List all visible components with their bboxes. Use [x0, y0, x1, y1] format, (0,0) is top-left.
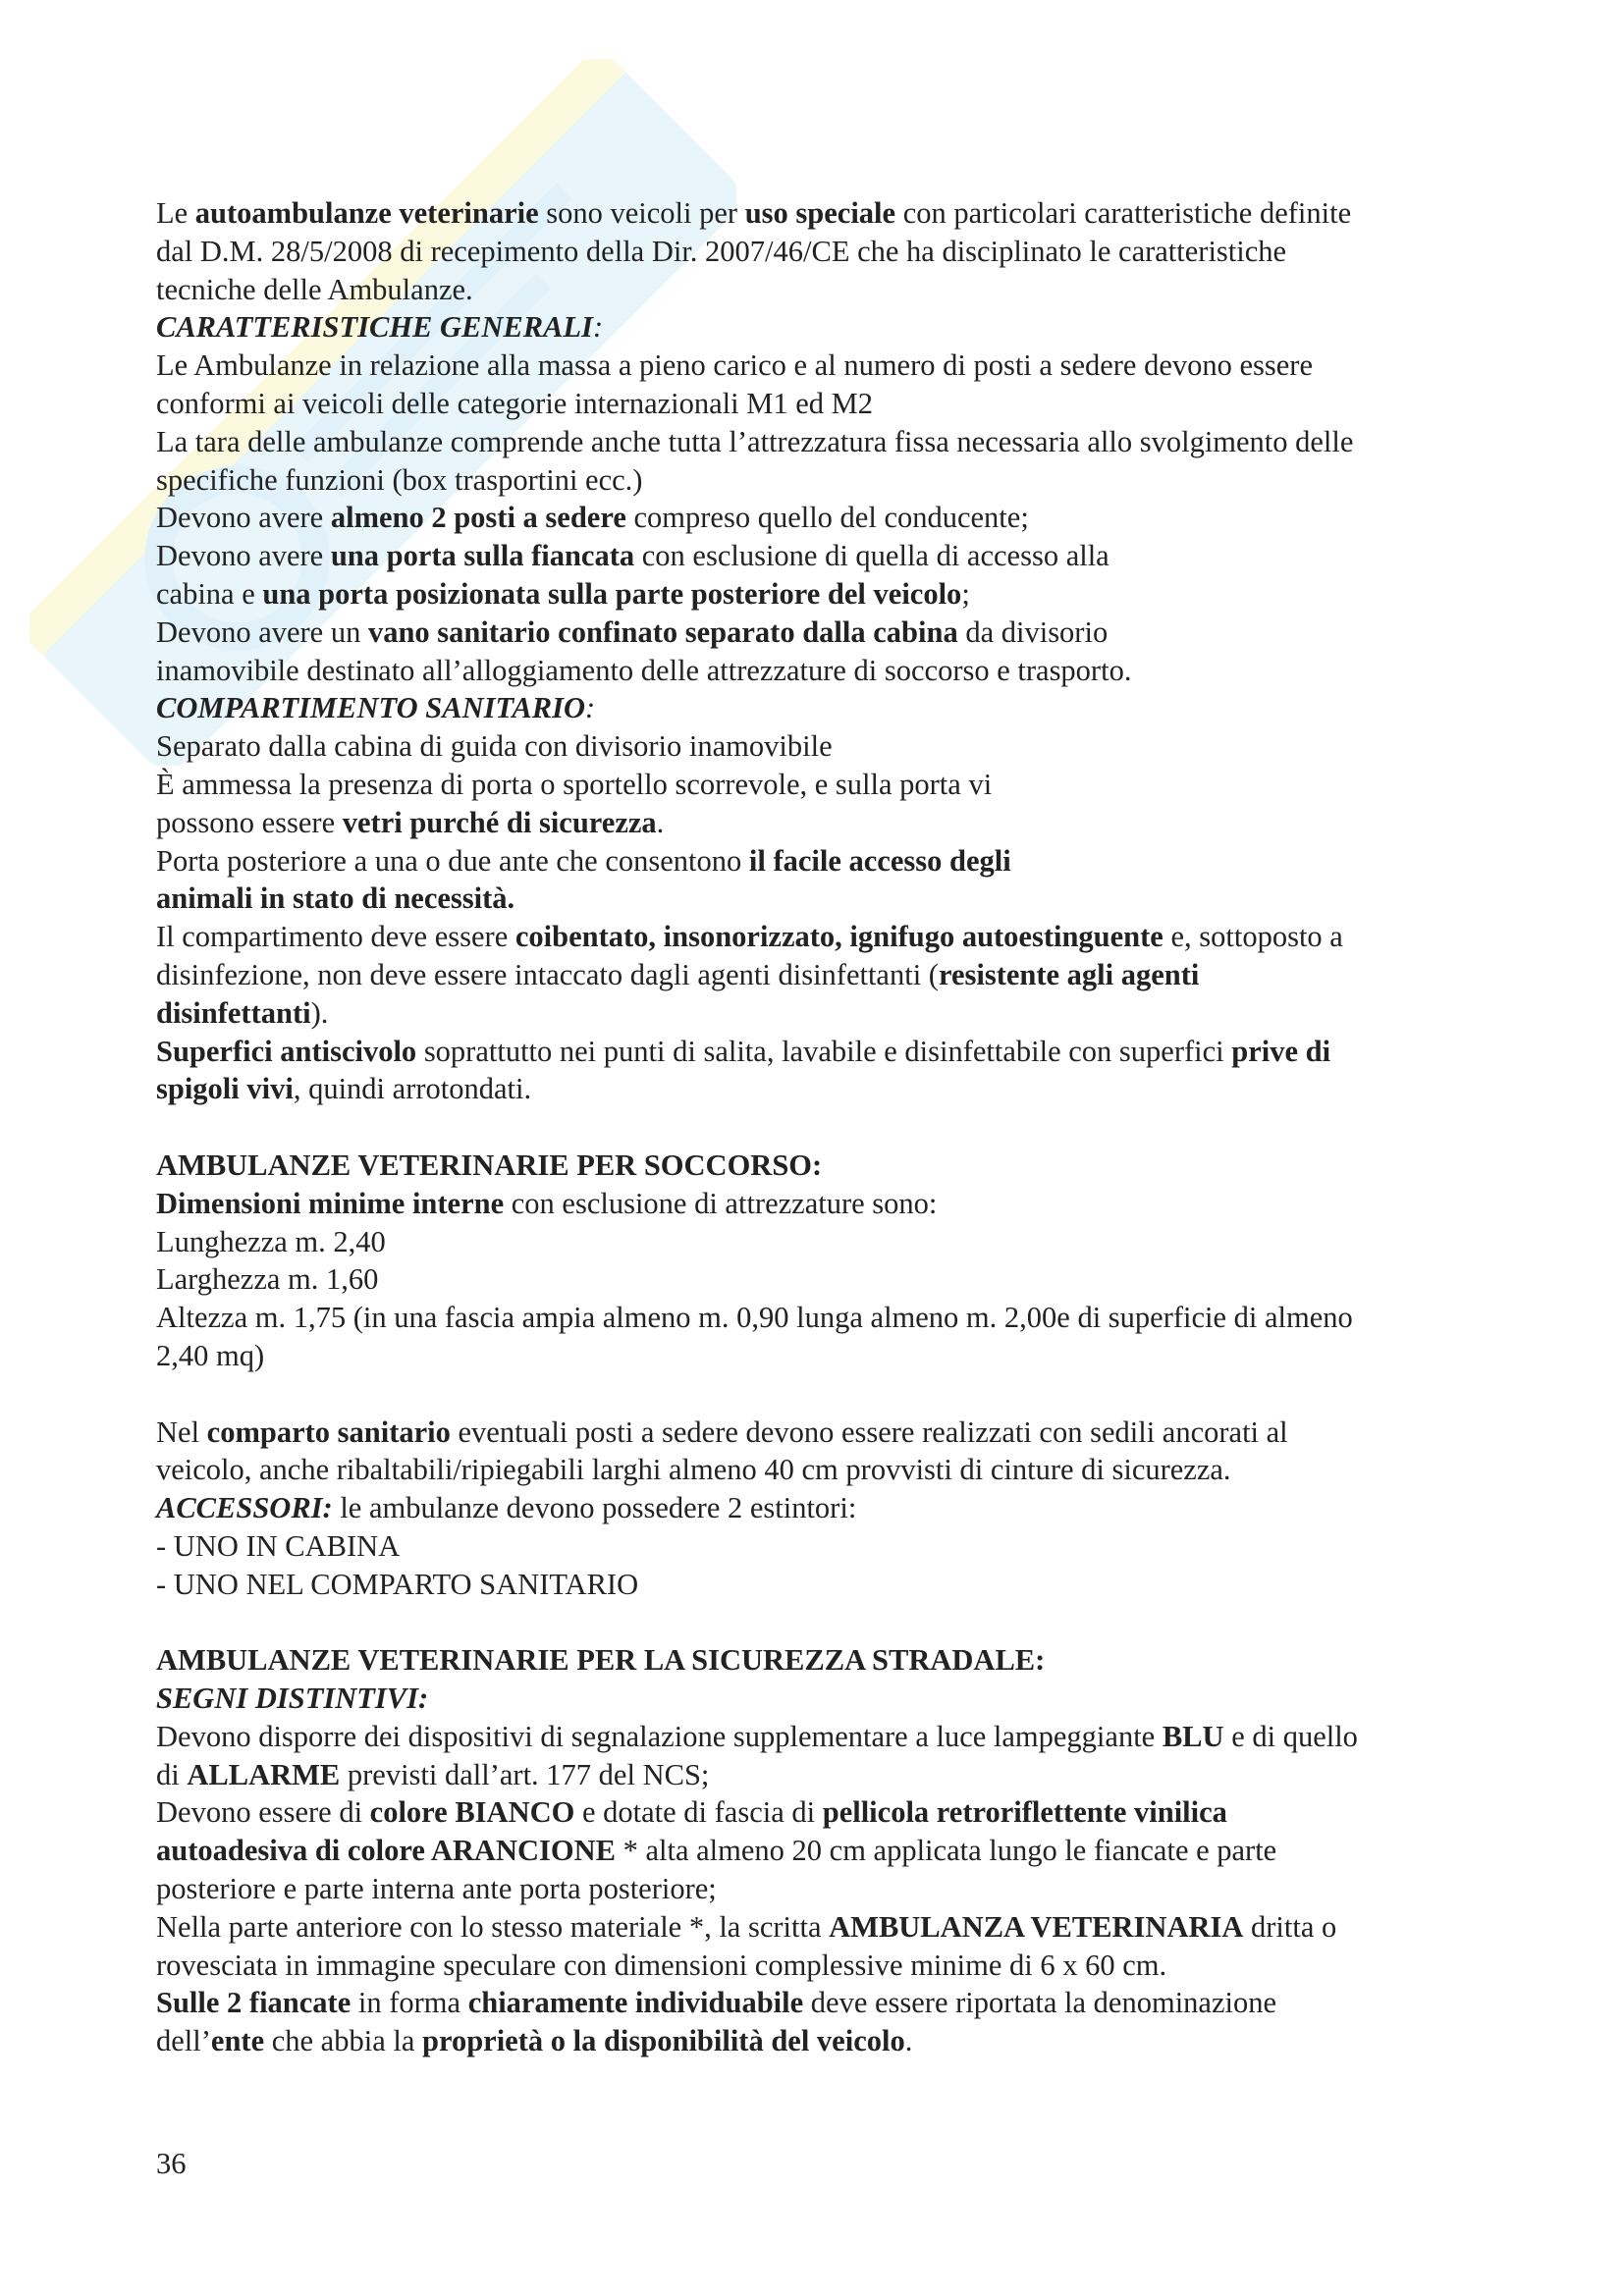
bold-text: uso speciale [744, 196, 896, 230]
text-run: : [585, 691, 596, 725]
text-run: con esclusione di quella di accesso alla [634, 539, 1109, 573]
bold-text: autoadesiva di colore ARANCIONE [156, 1834, 616, 1868]
text-line [156, 423, 1491, 461]
text-run: ). [310, 995, 329, 1030]
text-run: dritta o [1243, 1909, 1337, 1944]
text-run: Porta posteriore a una o due ante che consentono [156, 843, 749, 878]
text-run: e di quello [1223, 1719, 1358, 1753]
text-line [156, 385, 1491, 423]
bold-text: coibentato, insonorizzato, ignifugo autoestinguente [514, 920, 1163, 954]
bold-text: vetri purché di sicurezza [342, 805, 657, 839]
text-line [156, 1832, 1491, 1870]
bold-text: prive di [1231, 1034, 1331, 1068]
bold-text: resistente agli agenti [938, 957, 1200, 991]
text-line [156, 347, 1491, 385]
blank-line [156, 1375, 1491, 1414]
text-line [156, 880, 1491, 918]
text-line [156, 842, 1491, 881]
bold-text: Dimensioni minime interne [156, 1186, 505, 1220]
bold-text: almeno 2 posti a sedere [330, 501, 626, 535]
bold-text: Superfici antiscivolo [156, 1034, 417, 1068]
text-run: possono essere [156, 805, 343, 839]
text-run: ; [961, 576, 970, 611]
bold-text: disinfettanti [156, 995, 311, 1030]
bold-text: vano sanitario confinato separato dalla cabina [367, 614, 958, 649]
text-run: in forma [351, 1986, 468, 2020]
text-line [156, 537, 1491, 575]
text-line [156, 956, 1491, 994]
text-run: dal D.M. 28/5/2008 di recepimento della Dir. 2007/46/CE che ha disciplinato le caratteristiche [156, 234, 1287, 268]
text-run: da divisorio [957, 614, 1109, 649]
text-run: Larghezza m. 1,60 [156, 1262, 379, 1297]
text-run: le ambulanze devono possedere 2 estintori: [332, 1491, 857, 1525]
text-run: specifiche funzioni (box trasportini ecc.) [156, 462, 643, 497]
text-run: * alta almeno 20 cm applicata lungo le fiancate e parte [615, 1834, 1277, 1868]
text-run: dell’ [156, 2024, 211, 2058]
text-line [156, 1147, 1491, 1185]
text-run: Le [156, 196, 195, 230]
bold-text: una porta posizionata sulla parte posteriore del veicolo [262, 576, 962, 611]
text-run: conformi ai veicoli delle categorie internazionali M1 ed M2 [156, 386, 874, 420]
text-run: Devono avere [156, 539, 331, 573]
text-run: tecniche delle Ambulanze. [156, 272, 473, 306]
text-line [156, 1070, 1491, 1108]
text-run: che abbia la [264, 2024, 422, 2058]
bold-text: colore BIANCO [369, 1795, 575, 1830]
text-line [156, 1908, 1491, 1947]
text-run: Separato dalla cabina di guida con divisorio inamovibile [156, 729, 833, 764]
text-run: soprattutto nei punti di salita, lavabile e disinfettabile con superfici [416, 1034, 1232, 1068]
bold-text: chiaramente individuabile [467, 1986, 804, 2020]
text-run: con particolari caratteristiche definite [895, 196, 1352, 230]
text-run: compreso quello del conducente; [625, 501, 1029, 535]
text-line [156, 689, 1491, 727]
bold-text: AMBULANZE VETERINARIE PER LA SICUREZZA STRADALE: [156, 1643, 1046, 1678]
text-line [156, 994, 1491, 1033]
text-run: Nel [156, 1415, 207, 1449]
text-run: 2,40 mq) [156, 1338, 265, 1372]
document-body [156, 194, 1491, 2060]
bold-text: ente [210, 2024, 265, 2058]
bold-text: SEGNI DISTINTIVI: [156, 1682, 429, 1716]
text-run: Le Ambulanze in relazione alla massa a pieno carico e al numero di posti a sedere devono essere [156, 348, 1314, 383]
text-run: Devono essere di [156, 1795, 370, 1830]
page-number: 36 [156, 2147, 187, 2180]
text-run: di [156, 1757, 188, 1791]
text-line [156, 271, 1491, 309]
text-run: : [592, 310, 604, 345]
text-run: . [656, 805, 665, 839]
text-run: Altezza m. 1,75 (in una fascia ampia almeno m. 0,90 lunga almeno m. 2,00e di superficie di almeno [156, 1301, 1353, 1335]
text-line [156, 804, 1491, 842]
text-run: - UNO NEL COMPARTO SANITARIO [156, 1567, 639, 1601]
text-line [156, 1299, 1491, 1337]
text-line [156, 233, 1491, 271]
text-line [156, 1870, 1491, 1908]
blank-line [156, 1603, 1491, 1641]
text-line [156, 1680, 1491, 1718]
text-line [156, 1793, 1491, 1832]
text-line [156, 575, 1491, 614]
bold-text: proprietà o la disponibilità del veicolo [422, 2024, 905, 2058]
text-line [156, 766, 1491, 804]
text-line [156, 308, 1491, 347]
text-run: Il compartimento deve essere [156, 920, 515, 954]
text-line [156, 1451, 1491, 1489]
text-line [156, 1337, 1491, 1375]
bold-text: Sulle 2 fiancate [156, 1986, 352, 2020]
text-run: veicolo, anche ribaltabili/ripiegabili larghi almeno 40 cm provvisti di cinture di sicurezza. [156, 1453, 1231, 1487]
text-run: e dotate di fascia di [574, 1795, 823, 1830]
text-run: cabina e [156, 576, 263, 611]
text-line [156, 1641, 1491, 1680]
text-run: . [904, 2024, 913, 2058]
bold-text: autoambulanze veterinarie [194, 196, 539, 230]
text-line [156, 1566, 1491, 1604]
text-run: Devono avere un [156, 614, 368, 649]
bold-text: ALLARME [187, 1757, 341, 1791]
text-line [156, 1718, 1491, 1756]
bold-text: ACCESSORI: [156, 1491, 333, 1525]
text-line [156, 461, 1491, 500]
bold-text: comparto sanitario [206, 1415, 451, 1449]
text-run: sono veicoli per [538, 196, 745, 230]
text-line [156, 1033, 1491, 1071]
text-line [156, 1185, 1491, 1223]
text-line [156, 1527, 1491, 1566]
text-line [156, 1947, 1491, 1985]
text-run: Devono avere [156, 501, 331, 535]
blank-line [156, 1108, 1491, 1147]
bold-text: COMPARTIMENTO SANITARIO [156, 691, 585, 725]
text-run: Lunghezza m. 2,40 [156, 1224, 386, 1258]
bold-text: il facile accesso degli [748, 843, 1011, 878]
bold-text: una porta sulla fiancata [330, 539, 635, 573]
bold-text: AMBULANZE VETERINARIE PER SOCCORSO: [156, 1148, 823, 1182]
text-line [156, 1414, 1491, 1452]
text-run: previsti dall’art. 177 del NCS; [340, 1757, 710, 1791]
text-run: inamovibile destinato all’alloggiamento delle attrezzature di soccorso e trasporto. [156, 653, 1132, 687]
bold-text: animali in stato di necessità. [156, 881, 515, 916]
text-line [156, 727, 1491, 766]
text-run: È ammessa la presenza di porta o sportello scorrevole, e sulla porta vi [156, 767, 993, 801]
text-run: eventuali posti a sedere devono essere realizzati con sedili ancorati al [450, 1415, 1288, 1449]
text-run: deve essere riportata la denominazione [803, 1986, 1277, 2020]
text-run: , quindi arrotondati. [293, 1072, 532, 1106]
text-run: - UNO IN CABINA [156, 1528, 401, 1563]
bold-text: AMBULANZA VETERINARIA [829, 1909, 1244, 1944]
text-run: disinfezione, non deve essere intaccato dagli agenti disinfettanti ( [156, 957, 939, 991]
text-line [156, 1489, 1491, 1527]
text-line [156, 1756, 1491, 1794]
text-line [156, 2022, 1491, 2060]
text-run: con esclusione di attrezzature sono: [504, 1186, 938, 1220]
text-run: e, sottoposto a [1163, 920, 1343, 954]
bold-text: spigoli vivi [156, 1072, 294, 1106]
text-run: Nella parte anteriore con lo stesso materiale *, la scritta [156, 1909, 830, 1944]
text-line [156, 652, 1491, 690]
text-run: rovesciata in immagine speculare con dimensioni complessive minime di 6 x 60 cm. [156, 1948, 1167, 1982]
text-line [156, 1984, 1491, 2022]
text-line [156, 194, 1491, 233]
bold-text: BLU [1162, 1719, 1224, 1753]
text-run: posteriore e parte interna ante porta posteriore; [156, 1872, 717, 1906]
text-line [156, 1260, 1491, 1299]
text-line [156, 1223, 1491, 1261]
bold-text: pellicola retroriflettente vinilica [822, 1795, 1227, 1830]
bold-text: CARATTERISTICHE GENERALI [156, 310, 593, 345]
text-line [156, 499, 1491, 537]
text-line [156, 918, 1491, 956]
text-run: Devono disporre dei dispositivi di segnalazione supplementare a luce lampeggiante [156, 1719, 1163, 1753]
text-run: La tara delle ambulanze comprende anche tutta l’attrezzatura fissa necessaria allo svolgimento delle [156, 424, 1354, 458]
text-line [156, 614, 1491, 652]
